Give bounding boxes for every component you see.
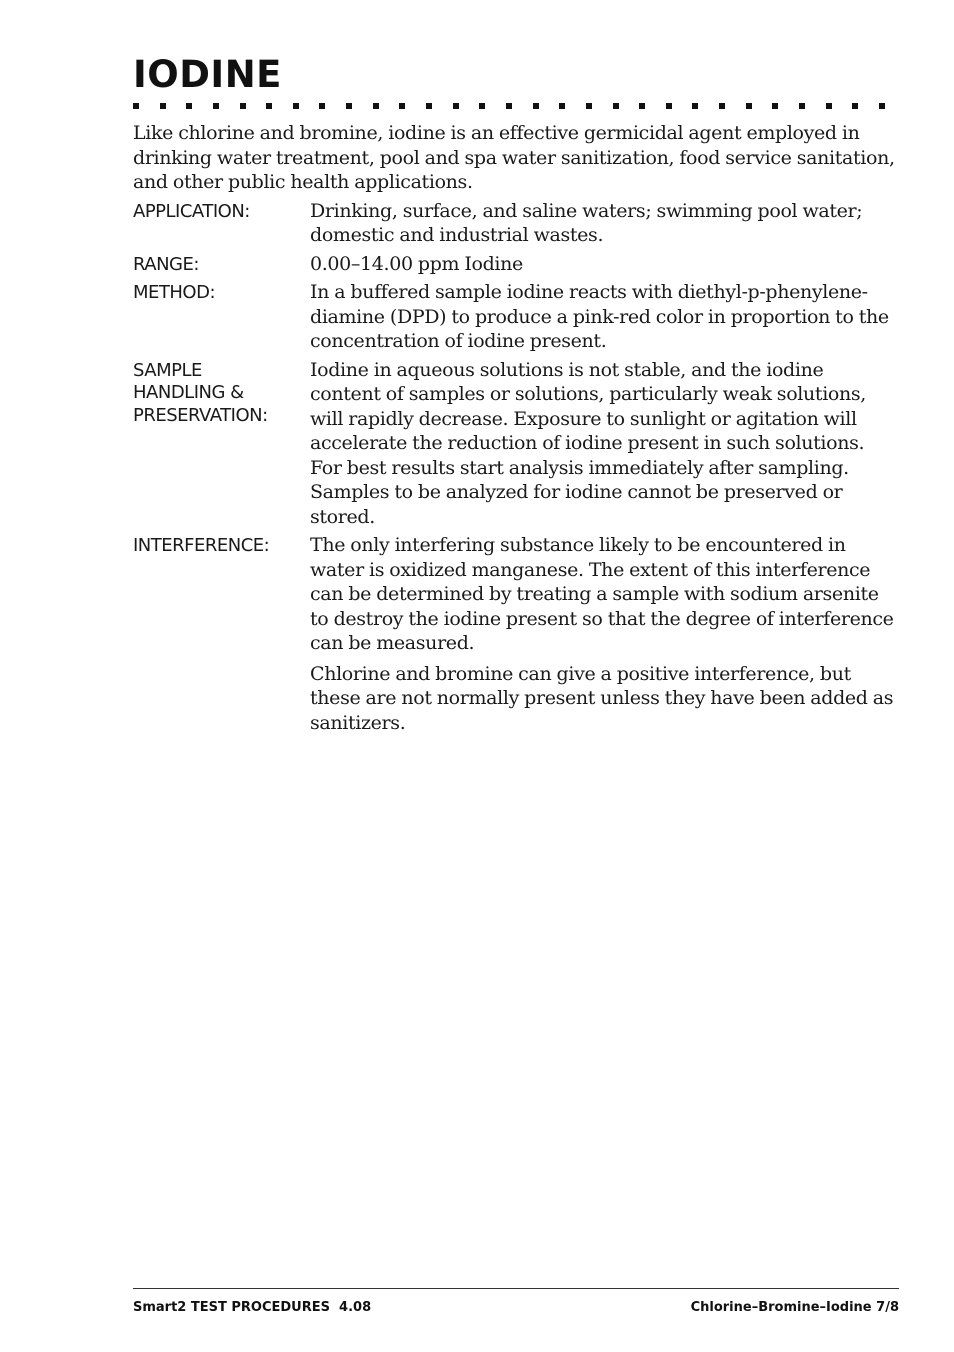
rule-dot xyxy=(319,103,325,109)
rule-dot xyxy=(826,103,832,109)
page-title: IODINE xyxy=(133,53,282,96)
rule-dot xyxy=(772,103,778,109)
section-label: METHOD: xyxy=(133,282,216,303)
section-interference xyxy=(133,533,899,735)
rule-dot xyxy=(879,103,885,109)
rule-dot xyxy=(293,103,299,109)
section-paragraph: Chlorine and bromine can give a positive interference, but these are not normally present unless they have been added as sanitizers. xyxy=(310,662,894,734)
rule-dot xyxy=(346,103,352,109)
section-body xyxy=(310,358,899,530)
section-paragraph: Iodine in aqueous solutions is not stable, and the iodine content of samples or solutions, particularly weak solutions, will rapidly decrease. Exposure to sunlight or agitation will accelerate the reduction of iodine present in such solutions. For best results start analysis immediately after sampling. Samples to be analyzed for iodine cannot be preserved or stored. xyxy=(310,358,866,528)
section-label: APPLICATION: xyxy=(133,200,250,222)
section-body xyxy=(310,280,899,354)
section-range xyxy=(133,252,899,277)
rule-dot xyxy=(373,103,379,109)
rule-dot xyxy=(213,103,219,109)
rule-dot xyxy=(639,103,645,109)
footer-left: Smart2 TEST PROCEDURES 4.08 xyxy=(133,1300,372,1315)
section-body xyxy=(310,199,899,248)
section-method xyxy=(133,280,899,354)
rule-dot xyxy=(453,103,459,109)
rule-dot xyxy=(533,103,539,109)
intro-paragraph: Like chlorine and bromine, iodine is an effective germicidal agent employed in drinking water treatment, pool and spa water sanitization, food service sanitation, and other public health applications. xyxy=(133,122,895,193)
section-body xyxy=(310,252,899,277)
section-label-text: SAMPLE HANDLING & PRESERVATION xyxy=(133,359,263,426)
rule-dot xyxy=(666,103,672,109)
dotted-rule xyxy=(133,103,885,109)
section-paragraph: Drinking, surface, and saline waters; swimming pool water; domestic and industrial wastes. xyxy=(310,199,863,246)
rule-dot xyxy=(240,103,246,109)
rule-dot xyxy=(719,103,725,109)
section-paragraph: 0.00–14.00 ppm Iodine xyxy=(310,252,523,275)
section-label: INTERFERENCE: xyxy=(133,535,270,556)
section-sample-handling xyxy=(133,358,899,530)
rule-dot xyxy=(266,103,272,109)
rule-dot xyxy=(160,103,166,109)
rule-dot xyxy=(399,103,405,109)
section-application xyxy=(133,199,899,248)
footer-right: Chlorine–Bromine–Iodine 7/8 xyxy=(690,1300,899,1315)
rule-dot xyxy=(426,103,432,109)
rule-dot xyxy=(559,103,565,109)
rule-dot xyxy=(186,103,192,109)
rule-dot xyxy=(852,103,858,109)
section-label: RANGE: xyxy=(133,253,199,275)
rule-dot xyxy=(692,103,698,109)
rule-dot xyxy=(613,103,619,109)
rule-dot xyxy=(133,103,139,109)
rule-dot xyxy=(586,103,592,109)
rule-dot xyxy=(799,103,805,109)
rule-dot xyxy=(746,103,752,109)
section-paragraph: In a buffered sample iodine reacts with diethyl-p-phenylene-diamine (DPD) to produce a pink-red color in proportion to the concentration of iodine present. xyxy=(310,281,889,352)
section-paragraph: The only interfering substance likely to be encountered in water is oxidized manganese. The extent of this interference can be determined by treating a sample with sodium arsenite to destroy the iodine present so that the degree of interference can be measured. xyxy=(310,534,894,654)
page-footer xyxy=(133,1288,899,1315)
section-label: SAMPLE HANDLING & PRESERVATION: xyxy=(133,359,268,426)
section-body xyxy=(310,533,899,735)
rule-dot xyxy=(506,103,512,109)
page-content xyxy=(133,53,899,735)
rule-dot xyxy=(479,103,485,109)
